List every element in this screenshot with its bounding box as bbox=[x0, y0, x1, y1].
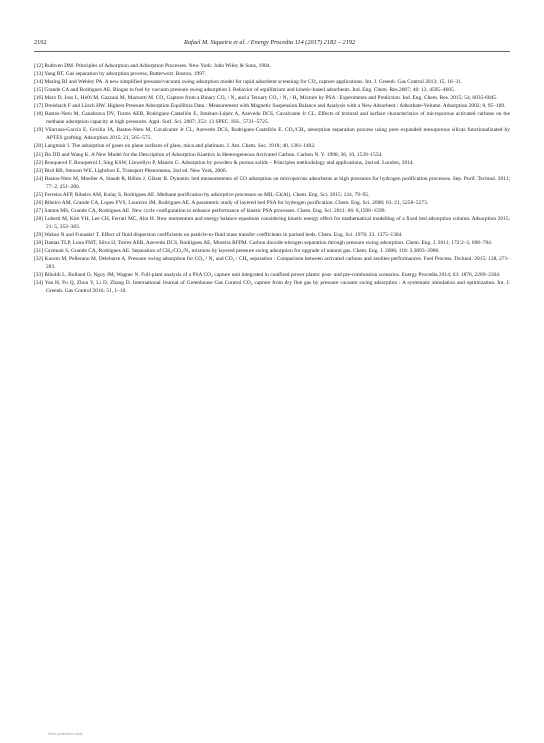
reference-text: Bastos-Neto M, Canabrava DV, Torres AEB, Rodriguez-Castellón E, Jiménez-López A, Azevedo DCS, Cavalcante Jr CL. Effects of textural and surface characteristics of microporous activated carbons on the methane adsorption capacity at high pressures. Appl. Surf. Sci. 2007; 253: 13 SPEC. ISS., 5721–5725. bbox=[44, 111, 510, 126]
reference-label: [18] bbox=[34, 111, 44, 118]
reference-text: Do DD and Wang K. A New Model for the Description of Adsorption Kinetics in Heterogeneous Activated Carbon. Carbon N. Y. 1998; 36, 10, 1539–1554. bbox=[44, 151, 383, 158]
reference-label: [22] bbox=[34, 159, 44, 166]
reference-label: [14] bbox=[34, 79, 44, 86]
reference-text: Yan H, Fu Q, Zhou Y, Li D, Zhang D. International Journal of Greenhouse Gas Control CO₂ capture from dry flue gas by pressure vacuum swing adsorption : A systematic simulation and optimization. Int. J. Greenh. Gas Control 2016; 51, 1–10. bbox=[44, 280, 510, 295]
reference-item bbox=[34, 247, 510, 255]
reference-label: [26] bbox=[34, 199, 44, 206]
reference-label: [28] bbox=[34, 215, 44, 222]
reference-label: [32] bbox=[34, 256, 44, 263]
reference-label: [13] bbox=[34, 71, 44, 78]
reference-item bbox=[34, 215, 510, 231]
reference-text: Bastos-Neto M, Moeller A, Staudt R, Böhm J, Gläser R. Dynamic bed measurements of CO adsorption on microporous adsorbents at high pressures for hydrogen purification processes. Sep. Purif. Technol. 2011; 77: 2, 251–260. bbox=[44, 175, 510, 190]
reference-text: Kacem M, Pellerano M, Delebarre A. Pressure swing adsorption for CO₂ / N₂ and CO₂ / CH₄ separation : Comparison between activated carbons and zeolites performances. Fuel Process. Technol. 2015; 138, 271–283. bbox=[44, 256, 511, 271]
header-divider bbox=[34, 51, 510, 52]
reference-text: Ruthven DM. Principles of Adsorption and Adsorption Processes. New York: John Wiley & Sons, 1984. bbox=[44, 63, 271, 69]
reference-text: Santos MS, Grande CA, Rodrigues AE. New cycle configuration to enhance performance of kinetic PSA processes. Chem. Eng. Sci. 2011; 66: 8,1590–1599. bbox=[44, 207, 386, 214]
reference-item bbox=[34, 142, 510, 150]
reference-item bbox=[34, 239, 510, 247]
reference-text: Ferreira AFP, Ribeiro AM, Kulaç S, Rodrigues AE. Methane purification by adsorptive processes on MIL-53(Al). Chem. Eng. Sci. 2015; 124, 79–95. bbox=[44, 191, 370, 198]
reference-text: Yang RT, Gas separation by adsorption process, Butterwort. Boston, 1997. bbox=[44, 71, 207, 78]
reference-item bbox=[34, 70, 510, 78]
reference-item bbox=[34, 159, 510, 167]
reference-text: Ribeiro AM, Grande CA, Lopes FVS, Loureiro JM, Rodrigues AE. A parametric study of layered bed PSA for hydrogen purification. Chem. Eng. Sci. 2008; 63: 21, 5258–5273. bbox=[44, 199, 429, 206]
reference-text: Bird RB, Stewart WE, Lightfoot E, Transport Phenomena, 2nd ed. New York, 2006. bbox=[44, 167, 228, 174]
reference-label: [24] bbox=[34, 175, 44, 182]
reference-text: Wakao N and Funazkri T. Effect of fluid dispersion coefficients on particle-to-fluid mass transfer coefficients in packed beds. Chem. Eng. Sci. 1978; 33, 1375–1384. bbox=[44, 231, 403, 238]
reference-item bbox=[34, 207, 510, 215]
reference-text: Vilarrasa-García E, Cecilia JA, Bastos-Neto M, Cavalcante Jr CL, Azevedo DCS, Rodriguez-Castellón E. CO₂/CH₄ adsorption separation process using pore expanded mesoporous silicas functionalizated by APTES grafting. Adsorption 2015; 21, 565–575. bbox=[45, 127, 510, 142]
reference-item bbox=[34, 151, 510, 159]
reference-item bbox=[34, 175, 510, 191]
reference-item bbox=[34, 78, 510, 86]
reference-text: Dreisbach F and Lösch HW. Highest Pressure Adsorption Equilibria Data : Measurement with Magnetic Suspension Balance and Analysis with a New Adsorbent / Adsorbate-Volume. Adsorption 2002; 8, 95–109. bbox=[44, 103, 506, 110]
reference-item bbox=[34, 94, 510, 102]
reference-label: [27] bbox=[34, 207, 44, 214]
reference-item bbox=[34, 199, 510, 207]
reference-label: [25] bbox=[34, 191, 44, 198]
page-number: 2192 bbox=[34, 39, 47, 46]
reference-item bbox=[34, 102, 510, 110]
reference-item bbox=[34, 279, 510, 295]
reference-label: [33] bbox=[34, 272, 44, 279]
reference-text: Riboldi L, Bolland O, Ngoy JM, Wagner N. Full-plant analysis of a PSA CO₂ capture unit integrated in coalfired power plants: post- and pre-combustion scenarios. Energy Procedia 2014; 63: 1876, 2289–2304. bbox=[44, 272, 501, 279]
reference-item bbox=[34, 167, 510, 175]
reference-text: Luberti M, Kim YH, Lee CH, Ferrari MC, Ahn H. New momentum and energy balance equations considering kinetic energy effect for mathematical modelling of a fixed bed adsorption column. Adsorption 2015; 21: 5, 353–363. bbox=[44, 215, 511, 230]
reference-item bbox=[34, 271, 510, 279]
journal-citation-header: Rafael M. Siqueira et al. / Energy Procedia 114 (2017) 2182 – 2192 bbox=[184, 39, 356, 46]
reference-label: [34] bbox=[34, 280, 44, 287]
reference-text: Langmuir I. The adsorption of gases on plane surfaces of glass, mica and platinum. J. Am. Chem. Soc. 1918; 40, 1361-1402. bbox=[44, 143, 316, 150]
reference-text: Maring BJ and Webley PA. A new simplified pressure/vacuum swing adsorption model for rapid adsorbent screening for CO₂ capture applications. Int. J. Greenh. Gas Control 2013; 15, 16–31. bbox=[44, 79, 463, 86]
reference-label: [15] bbox=[34, 87, 44, 94]
publication-stats-note[interactable]: View publication stats bbox=[48, 732, 83, 736]
reference-item bbox=[34, 110, 510, 126]
reference-list bbox=[34, 62, 510, 295]
reference-label: [29] bbox=[34, 231, 44, 238]
reference-label: [16] bbox=[34, 95, 44, 102]
reference-item bbox=[34, 62, 510, 70]
reference-label: [30] bbox=[34, 240, 44, 247]
reference-item bbox=[34, 255, 510, 271]
reference-item bbox=[34, 231, 510, 239]
reference-item bbox=[34, 86, 510, 94]
reference-label: [17] bbox=[34, 103, 44, 110]
reference-text: Grande CA and Rodrigues AE. Biogas to fuel by vacuum pressure swing adsorption I. Behavior of equilibrium and kinetic-based adsorbents. Ind. Eng. Chem. Res.2007; 46: 13, 4595–4605. bbox=[44, 87, 456, 94]
reference-item bbox=[34, 126, 510, 142]
reference-label: [20] bbox=[34, 143, 44, 150]
reference-text: Marx D, Joss L, Hefti M, Gazzani M, Mazzotti M. CO₂ Capture from a Binary CO₂ / N₂ and a Ternary CO₂ / N₂ / H₂ Mixture by PSA : Experiments and Prediction. Ind. Eng. Chem. Res. 2015; 54, 6035-6045. bbox=[44, 95, 498, 102]
reference-item bbox=[34, 191, 510, 199]
reference-label: [19] bbox=[34, 127, 44, 134]
running-header bbox=[34, 38, 510, 48]
reference-label: [31] bbox=[34, 248, 44, 255]
reference-text: Dantas TLP, Luna FMT, Silva IJ, Torres AEB, Azevedo DCS, Rodrigues AE, Moreira RFPM. Carbon dioxide-nitrogen separation through pressure swing adsorption. Chem. Eng. J. 2011; 172:2–3, 698–704. bbox=[44, 240, 493, 247]
reference-label: [12] bbox=[34, 63, 44, 69]
reference-text: Rouquerol F, Rouquerol J, Sing KSW, Llewellyn P, Maurin G. Adsorption by powders & porous solids – Principles methodology and applications, 2nd ed. London, 2014. bbox=[44, 159, 414, 166]
reference-text: Cavenati S, Grande CA, Rodrigues AE. Separation of CH₄/CO₂/N₂ mixtures by layered pressure swing adsorption for upgrade of natural gas. Chem. Eng. J. 2006; 118: 3,3893–3906. bbox=[44, 248, 440, 255]
reference-label: [21] bbox=[34, 151, 44, 158]
reference-label: [23] bbox=[34, 167, 44, 174]
